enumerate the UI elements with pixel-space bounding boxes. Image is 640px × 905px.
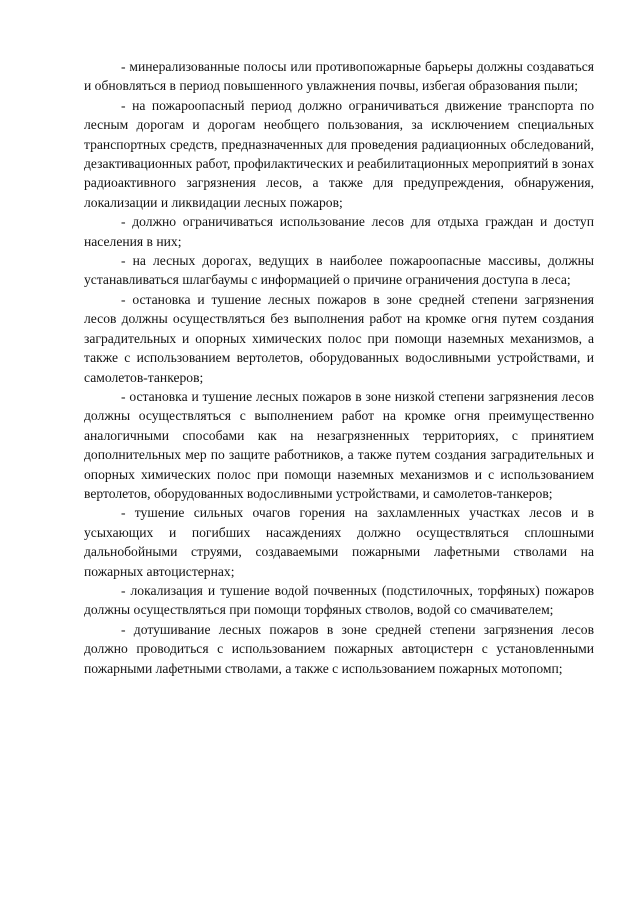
paragraph-transport-restriction: - на пожароопасный период должно ограничиваться движение транспорта по лесным дорогам и дорогам необщего пользования, за исключением специальных транспортных средств, предназначенных для проведения радиационных обследований, дезактивационных работ, профилактических и реабилитационных мероприятий в зонах радиоактивного загрязнения лесов, а также для предупреждения, обнаружения, локализации и ликвидации лесных пожаров; bbox=[84, 97, 594, 210]
paragraph-barriers-on-roads: - на лесных дорогах, ведущих в наиболее пожароопасные массивы, должны устанавливаться шлагбаумы с информацией о причине ограничения доступа в леса; bbox=[84, 253, 594, 288]
paragraph-final-extinguishing: - дотушивание лесных пожаров в зоне средней степени загрязнения лесов должно проводиться с использованием пожарных автоцистерн с установленными пожарными лафетными стволами, а также с использованием пожарных мотопомп; bbox=[84, 621, 594, 676]
paragraph-recreation-restriction: - должно ограничиваться использование лесов для отдыха граждан и доступ населения в них; bbox=[84, 214, 594, 249]
paragraph-ground-fires: - локализация и тушение водой почвенных (подстилочных, торфяных) пожаров должны осуществляться при помощи торфяных стволов, водой со смачивателем; bbox=[84, 582, 594, 618]
paragraph-medium-contamination-firefighting: - остановка и тушение лесных пожаров в зоне средней степени загрязнения лесов должны осуществляться без выполнения работ на кромке огня путем создания заградительных и опорных химических полос при помощи наземных механизмов, а также с использованием вертолетов, оборудованных водосливными устройствами, и самолетов-танкеров; bbox=[84, 291, 594, 385]
document-page bbox=[84, 57, 594, 678]
paragraph-low-contamination-firefighting: - остановка и тушение лесных пожаров в зоне низкой степени загрязнения лесов должны осуществляться с выполнением работ на кромке огня преимущественно аналогичными способами как на незагрязненных территориях, с принятием дополнительных мер по защите работников, а также путем создания заградительных и опорных химических полос при помощи наземных механизмов и с использованием вертолетов, оборудованных водосливными устройствами, и самолетов-танкеров; bbox=[84, 388, 594, 501]
paragraph-mineralized-strips: - минерализованные полосы или противопожарные барьеры должны создаваться и обновляться в период повышенного увлажнения почвы, избегая образования пыли; bbox=[84, 59, 594, 94]
paragraph-strong-fire-sources: - тушение сильных очагов горения на захламленных участках лесов и в усыхающих и погибших насаждениях должно осуществляться сплошными дальнобойными струями, создаваемыми пожарными лафетными стволами на пожарных автоцистернах; bbox=[84, 505, 594, 579]
